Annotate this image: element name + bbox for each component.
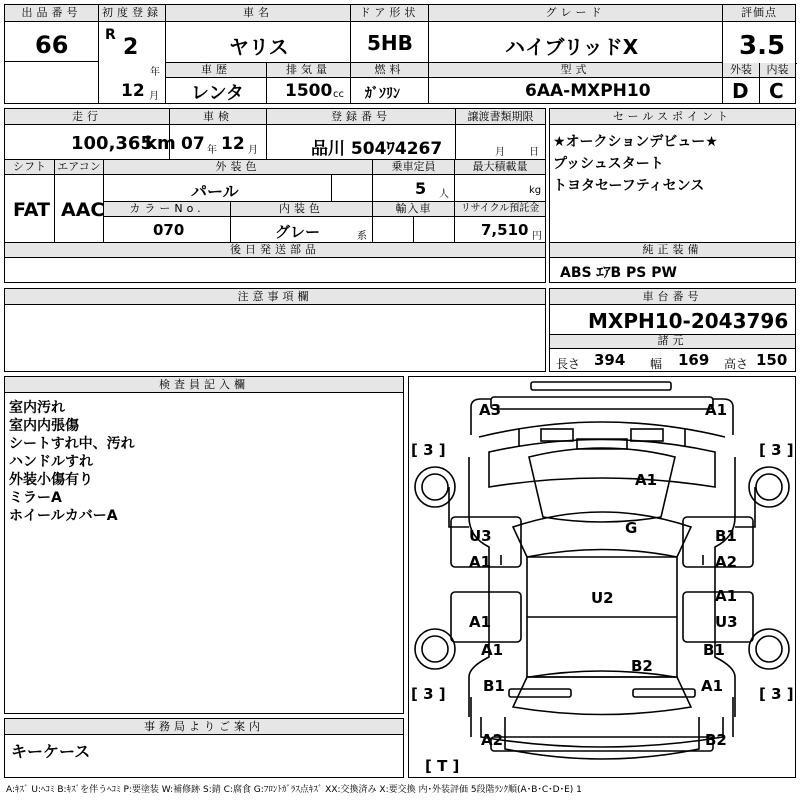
inspector-label: 検査員記入欄 <box>5 377 403 393</box>
reg-month: 12 <box>121 81 145 101</box>
tyre-spare: [ T ] <box>425 757 460 775</box>
office-label: 事務局よりご案内 <box>5 719 403 735</box>
int-color-unit: 系 <box>357 231 367 242</box>
width-value: 169 <box>678 351 710 369</box>
insp-month: 12 <box>221 134 245 154</box>
load-label: 最大積載量 <box>455 160 545 175</box>
sales-points-label: セールスポイント <box>550 109 795 125</box>
chassis-block <box>549 288 796 372</box>
office-block <box>4 718 404 778</box>
sales-point-2: プッシュスタート <box>553 156 664 172</box>
exterior-score: D <box>732 79 749 103</box>
mark-rear-right: B2 <box>705 731 727 749</box>
color-no-label: カラーNo. <box>104 202 230 217</box>
capacity: 5 <box>415 179 427 198</box>
int-color-label: 内装色 <box>231 202 372 217</box>
inspector-line-5: 外装小傷有り <box>9 472 93 488</box>
shift: FAT <box>13 199 50 221</box>
header-block <box>4 4 796 104</box>
displacement: 1500 <box>285 81 333 101</box>
year-unit: 年 <box>150 67 160 78</box>
shift-label: シフト <box>5 160 54 175</box>
mark-rear-left: A2 <box>481 731 504 749</box>
office-note: キーケース <box>11 742 91 761</box>
genuine-label: 純正装備 <box>550 243 795 258</box>
mark-left-rear-door: A1 <box>469 613 492 631</box>
inspector-line-4: ハンドルすれ <box>9 454 93 470</box>
interior-label: 内装 <box>760 63 795 78</box>
mark-front-right: A1 <box>705 401 728 419</box>
inspector-line-6: ミラーA <box>9 490 62 506</box>
ext-color: パール <box>191 182 239 201</box>
chassis-label: 車台番号 <box>550 289 795 305</box>
recycle-unit: 円 <box>532 231 542 242</box>
load-unit: kg <box>529 185 542 196</box>
mark-left-rear: B1 <box>483 677 505 695</box>
inspector-line-1: 室内汚れ <box>9 400 65 416</box>
sales-points-block <box>549 108 796 283</box>
month-unit: 月 <box>149 91 159 102</box>
model: 6AA-MXPH10 <box>525 81 651 101</box>
door-type: 5HB <box>367 31 413 55</box>
car-name: ヤリス <box>229 35 289 59</box>
tyre-rear-left: [ 3 ] <box>411 685 446 703</box>
mark-right-rear-door-top: A1 <box>715 587 738 605</box>
history: レンタ <box>191 83 244 104</box>
mark-right-front-door-top: B1 <box>715 527 737 545</box>
recycle-label: リサイクル預託金 <box>455 202 545 217</box>
capacity-unit: 人 <box>439 189 449 200</box>
ac: AAC <box>61 199 105 221</box>
displacement-label: 排気量 <box>267 63 350 78</box>
insp-month-unit: 月 <box>248 145 258 156</box>
sales-point-3: トヨタセーフティセンス <box>553 178 705 194</box>
mark-right-rear-door: U3 <box>715 613 738 631</box>
inspector-line-2: 室内内張傷 <box>9 418 79 434</box>
exterior-label: 外装 <box>723 63 759 78</box>
ext-color-label: 外装色 <box>104 160 372 175</box>
grade-label: グレード <box>429 5 722 22</box>
genuine-equipment: ABS ｴｱB PS PW <box>560 265 677 281</box>
displacement-unit: cc <box>333 89 344 100</box>
car-diagram <box>408 376 796 778</box>
era: R <box>105 27 116 43</box>
length-value: 394 <box>594 351 626 369</box>
dims-label: 諸元 <box>550 335 795 349</box>
mileage-unit: km <box>145 133 176 154</box>
insp-year: 07 <box>181 134 205 154</box>
mark-hood: A1 <box>635 471 658 489</box>
first-reg-label: 初度登録 <box>99 5 165 22</box>
ac-label: エアコン <box>55 160 103 175</box>
fuel-label: 燃料 <box>351 63 428 78</box>
mark-left-rear-fender: A1 <box>481 641 504 659</box>
lot-number: 66 <box>35 31 69 59</box>
score: 3.5 <box>739 31 786 61</box>
vehicle-info-block <box>4 108 546 283</box>
mark-center: U2 <box>591 589 614 607</box>
sales-point-1: ★オークションデビュー★ <box>553 134 718 150</box>
notes-label: 注意事項欄 <box>5 289 545 305</box>
mark-right-front-door: A2 <box>715 553 738 571</box>
car-outline-drawing <box>409 377 795 777</box>
mileage-label: 走行 <box>5 109 169 125</box>
height-value: 150 <box>756 351 788 369</box>
car-name-label: 車名 <box>166 5 350 22</box>
mileage: 100,365 <box>71 133 153 154</box>
mark-right-rear-fender: B1 <box>703 641 725 659</box>
capacity-label: 乗車定員 <box>373 160 454 175</box>
mark-trunk: B2 <box>631 657 653 675</box>
inspector-block <box>4 376 404 714</box>
legend: A:ｷｽﾞ U:ﾍｺﾐ B:ｷｽﾞを伴うﾍｺﾐ P:要塗装 W:補修跡 S:錆 C:腐食 G:ﾌﾛﾝﾄｶﾞﾗｽ点ｷｽﾞ XX:交換済み X:要交換 内･外装評価 5段階ﾗﾝｸ順(A･B･C･D･E) 1 <box>6 785 582 795</box>
tyre-front-right: [ 3 ] <box>759 441 794 459</box>
mark-front-left: A3 <box>479 401 502 419</box>
reg-year: 2 <box>123 35 139 60</box>
color-no: 070 <box>153 221 185 239</box>
insp-year-unit: 年 <box>207 145 217 156</box>
lot-no-label: 出品番号 <box>5 5 98 22</box>
notes-block <box>4 288 546 372</box>
int-color: グレー <box>275 223 321 241</box>
height-label: 高さ <box>724 357 749 371</box>
inspection-label: 車検 <box>170 109 266 125</box>
interior-score: C <box>769 79 784 103</box>
plate-number: 品川 504ﾜ4267 <box>311 139 443 159</box>
mark-right-rear: A1 <box>701 677 724 695</box>
mark-left-front-door: A1 <box>469 553 492 571</box>
fuel: ｶﾞｿﾘﾝ <box>365 86 400 102</box>
score-label: 評価点 <box>723 5 795 22</box>
chassis-number: MXPH10-2043796 <box>588 309 789 333</box>
mark-left-front-door-top: U3 <box>469 527 492 545</box>
tyre-rear-right: [ 3 ] <box>759 685 794 703</box>
transfer-label: 譲渡書類期限 <box>456 109 545 125</box>
history-label: 車歴 <box>166 63 266 78</box>
width-label: 幅 <box>650 357 663 371</box>
model-label: 型式 <box>429 63 722 78</box>
later-parts-label: 後日発送部品 <box>5 243 545 258</box>
recycle-fee: 7,510 <box>481 221 529 239</box>
import-label: 輸入車 <box>373 202 454 217</box>
transfer-month: 月 <box>495 147 505 158</box>
inspector-line-7: ホイールカバーA <box>9 508 118 524</box>
door-label: ドア形状 <box>351 5 428 22</box>
mark-roof: G <box>625 519 638 537</box>
plate-label: 登録番号 <box>267 109 455 125</box>
transfer-day: 日 <box>529 147 539 158</box>
grade: ハイブリッドX <box>505 35 639 59</box>
length-label: 長さ <box>556 357 581 371</box>
inspector-line-3: シートすれ中、汚れ <box>9 436 135 452</box>
tyre-front-left: [ 3 ] <box>411 441 446 459</box>
